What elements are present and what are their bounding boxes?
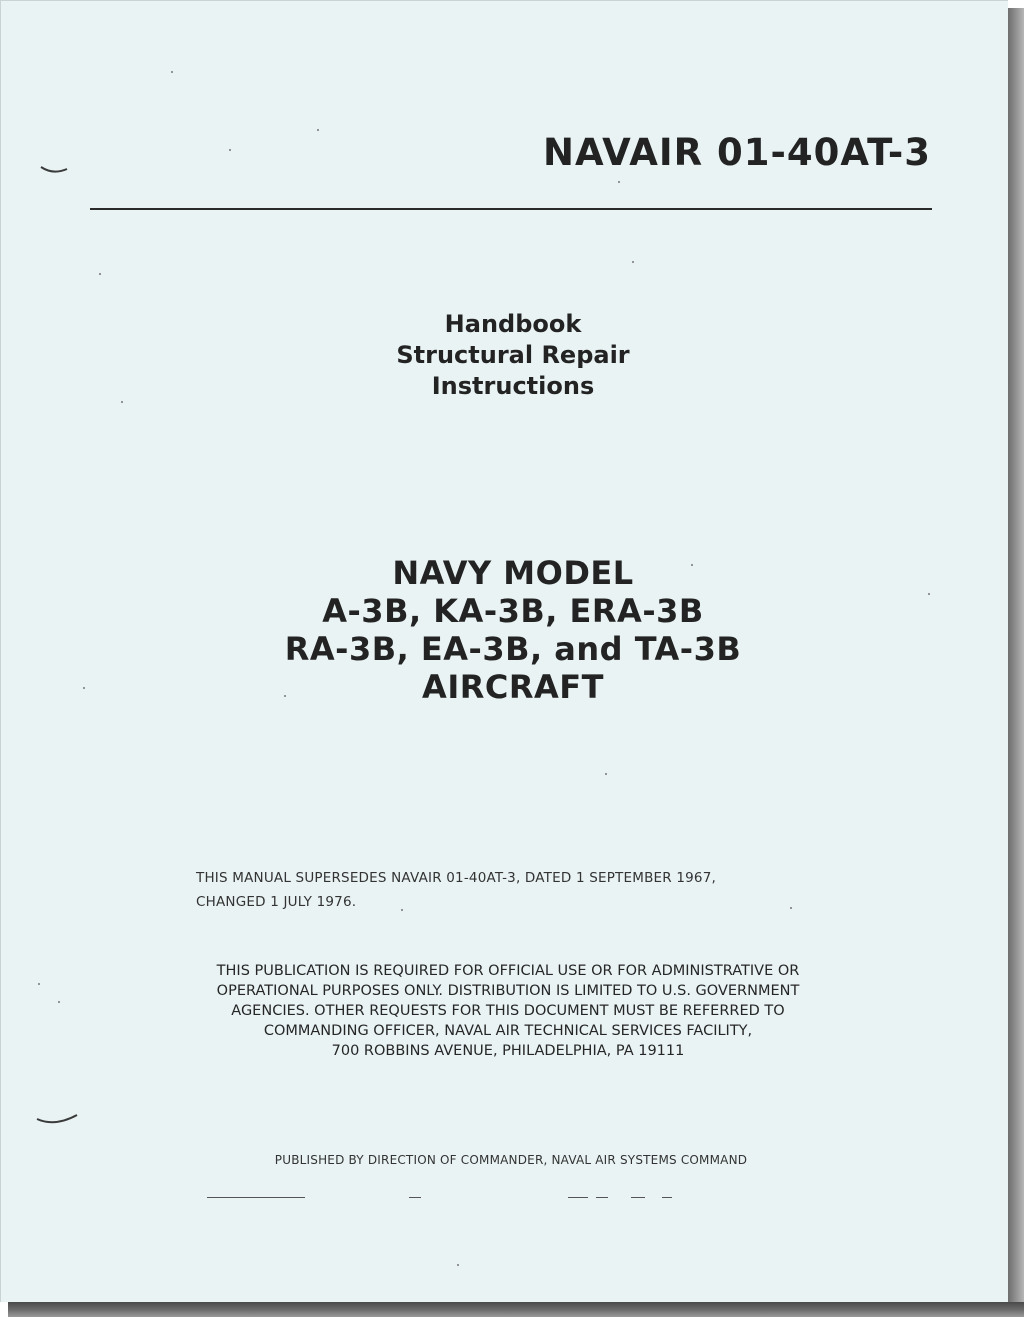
page-shadow-bottom [8,1302,1024,1317]
scan-speck [632,261,634,263]
margin-mark-bottom [35,1111,81,1129]
distribution-line: OPERATIONAL PURPOSES ONLY. DISTRIBUTION IS LIMITED TO U.S. GOVERNMENT [216,983,800,999]
scan-speck [618,181,620,183]
document-number: NAVAIR 01-40AT-3 [543,131,931,174]
publisher-line: PUBLISHED BY DIRECTION OF COMMANDER, NAVAL AIR SYSTEMS COMMAND [274,1153,748,1167]
handbook-title [1,309,1024,402]
distribution-line: COMMANDING OFFICER, NAVAL AIR TECHNICAL SERVICES FACILITY, [263,1023,753,1039]
aircraft-title-line: AIRCRAFT [422,668,604,706]
handbook-title-line: Handbook [444,310,582,338]
aircraft-model-title [1,554,1024,706]
supersedes-line: THIS MANUAL SUPERSEDES NAVAIR 01-40AT-3, DATED 1 SEPTEMBER 1967, [196,870,716,886]
handbook-title-line: Structural Repair [396,341,630,369]
footer-rule [596,1197,608,1198]
footer-rule [409,1197,421,1198]
scan-speck [171,71,173,73]
footer-rule [662,1197,672,1198]
distribution-line: AGENCIES. OTHER REQUESTS FOR THIS DOCUMENT MUST BE REFERRED TO [231,1003,785,1019]
aircraft-title-line: NAVY MODEL [392,554,634,592]
aircraft-title-line: A-3B, KA-3B, ERA-3B [322,592,704,630]
scan-speck [99,273,101,275]
distribution-line: 700 ROBBINS AVENUE, PHILADELPHIA, PA 19111 [331,1043,685,1059]
supersedes-line: CHANGED 1 JULY 1976. [196,894,357,910]
footer-rule [631,1197,645,1198]
footer-rule [568,1197,588,1198]
scan-speck [457,1264,459,1266]
footer-rule [207,1197,305,1198]
distribution-line: THIS PUBLICATION IS REQUIRED FOR OFFICIAL USE OR FOR ADMINISTRATIVE OR [216,963,800,979]
aircraft-title-line: RA-3B, EA-3B, and TA-3B [284,630,742,668]
supersedes-notice [196,866,716,914]
distribution-statement [1,961,1015,1061]
scan-speck [790,907,792,909]
handbook-title-line: Instructions [431,372,595,400]
header-rule [90,208,932,210]
scan-speck [605,773,607,775]
